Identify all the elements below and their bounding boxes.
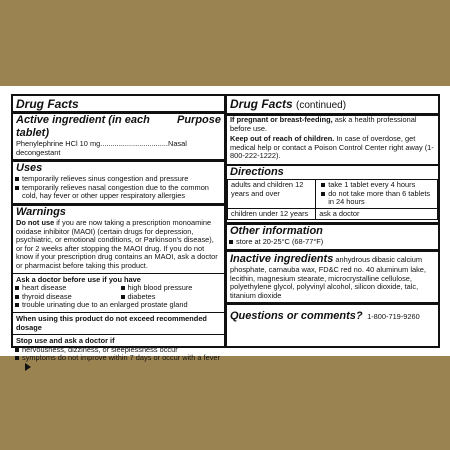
- inactive-header: Inactive ingredients: [230, 252, 334, 265]
- drug-facts-panel-left: [11, 94, 226, 363]
- active-ingredient-header: Active ingredient (in each tablet): [16, 114, 150, 139]
- panel-title-text: Drug Facts: [230, 97, 293, 111]
- questions-phone: 1-800-719-9260: [367, 312, 420, 322]
- divider: [13, 312, 224, 313]
- uses-item: temporarily relieves sinus congestion and pressure: [13, 175, 224, 184]
- stop-use-header: Stop use and ask a doctor if: [16, 336, 115, 346]
- directions-table: [227, 179, 438, 220]
- uses-item: temporarily relieves nasal congestion due to the common cold, hay fever or other upper respiratory allergies: [13, 184, 224, 201]
- do-not-use-body: if you are now taking a prescription monoamine oxidase inhibitor (MAOI) (certain drugs for depression, psychiatric, or emotional conditions, or Parkinson's disease), or for 2 weeks after stopping the MAOI drug. If you do not know if your prescription drug contains an MAOI, ask a doctor or pharmacist before taking this product.: [16, 217, 218, 270]
- directions-what: [316, 180, 438, 209]
- ask-doctor-item: thyroid disease: [13, 293, 119, 302]
- active-ingredient-line: Phenylephrine HCl 10 mg.................................Nasal decongestant: [16, 139, 187, 157]
- drug-facts-panel-right-bottom: [225, 164, 440, 348]
- active-ingredient-header-row: [13, 114, 224, 140]
- ask-doctor-item: heart disease: [13, 284, 119, 293]
- pregnancy-body: ask a health professional before use.: [230, 115, 417, 133]
- panel-title: Drug Facts: [16, 97, 79, 111]
- warnings-header: Warnings: [16, 205, 66, 218]
- ask-doctor-item: high blood pressure: [119, 284, 225, 293]
- panel-title: [227, 96, 438, 113]
- ask-doctor-grid: [13, 284, 224, 301]
- panel-title-continued: (continued): [296, 100, 347, 111]
- stop-use-item-text: symptoms do not improve within 7 days or occur with a fever: [22, 353, 220, 363]
- purpose-header: Purpose: [176, 114, 221, 126]
- continue-arrow-icon: [25, 363, 31, 371]
- questions-header: Questions or comments?: [230, 310, 363, 323]
- directions-what: [316, 208, 438, 220]
- other-info-item: store at 20-25°C (68-77°F): [227, 238, 438, 247]
- ask-doctor-item: diabetes: [119, 293, 225, 302]
- directions-item: ask a doctor: [319, 208, 360, 218]
- table-row: [228, 180, 438, 209]
- keep-out-body: In case of overdose, get medical help or contact a Poison Control Center right away (1-800-222-1222).: [230, 134, 434, 161]
- uses-header: Uses: [16, 162, 43, 175]
- directions-item: take 1 tablet every 4 hours: [319, 181, 434, 190]
- directions-header: Directions: [230, 166, 284, 178]
- when-using-text: When using this product do not exceed recommended dosage: [16, 313, 207, 332]
- keep-out-lead: Keep out of reach of children.: [230, 134, 335, 144]
- do-not-use-text: [13, 219, 224, 271]
- table-row: [228, 208, 438, 220]
- other-info-header: Other information: [230, 225, 323, 238]
- questions-row: [227, 305, 438, 325]
- ask-doctor-header: Ask a doctor before use if you have: [16, 274, 141, 284]
- ask-doctor-item: trouble urinating due to an enlarged prostate gland: [13, 301, 224, 310]
- stop-use-item: [13, 354, 224, 371]
- do-not-use-lead: Do not use: [16, 217, 55, 227]
- directions-who: adults and children 12 years and over: [228, 180, 316, 209]
- directions-item: do not take more than 6 tablets in 24 hours: [319, 190, 434, 207]
- divider: [13, 273, 224, 274]
- pregnancy-lead: If pregnant or breast-feeding,: [230, 115, 333, 124]
- stop-use-item: nervousness, dizziness, or sleeplessness occur: [13, 346, 224, 355]
- inactive-text: anhydrous dibasic calcium phosphate, carnauba wax, FD&C red no. 40 aluminum lake, lecithin, magnesium stearate, microcrystalline cellulose, polyethylene glycol, polyvinyl alcohol, silicon dioxide, talc, titanium dioxide: [230, 254, 426, 300]
- divider: [13, 334, 224, 335]
- inactive-ingredients: [227, 252, 438, 300]
- directions-who: children under 12 years: [228, 208, 316, 220]
- keep-out-text: [227, 135, 438, 161]
- pregnancy-text: [227, 116, 438, 133]
